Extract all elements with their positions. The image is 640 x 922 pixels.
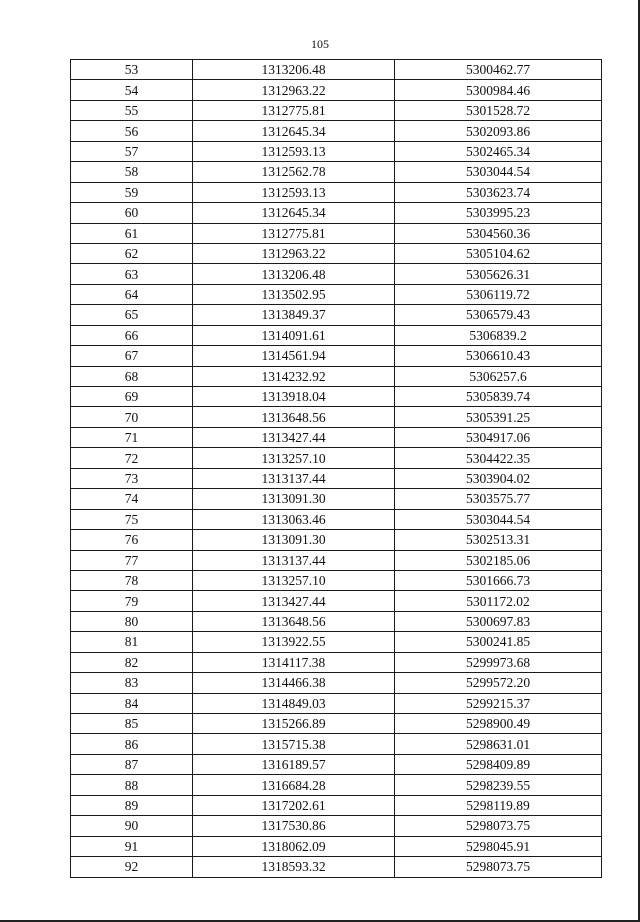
point-number-cell: 62 [71, 243, 193, 263]
table-row [71, 264, 602, 284]
point-number-cell: 92 [71, 857, 193, 877]
coordinates-table [70, 59, 602, 878]
table-row [71, 243, 602, 263]
x-coordinate-cell: 1313648.56 [193, 407, 395, 427]
table-row [71, 468, 602, 488]
x-coordinate-cell: 1313137.44 [193, 550, 395, 570]
y-coordinate-cell: 5306257.6 [395, 366, 602, 386]
y-coordinate-cell: 5305626.31 [395, 264, 602, 284]
y-coordinate-cell: 5299973.68 [395, 652, 602, 672]
table-row [71, 857, 602, 877]
table-row [71, 121, 602, 141]
point-number-cell: 55 [71, 100, 193, 120]
point-number-cell: 67 [71, 346, 193, 366]
table-row [71, 223, 602, 243]
y-coordinate-cell: 5298119.89 [395, 795, 602, 815]
x-coordinate-cell: 1313502.95 [193, 284, 395, 304]
x-coordinate-cell: 1313648.56 [193, 611, 395, 631]
point-number-cell: 78 [71, 570, 193, 590]
y-coordinate-cell: 5301172.02 [395, 591, 602, 611]
table-row [71, 816, 602, 836]
table-row [71, 693, 602, 713]
y-coordinate-cell: 5298900.49 [395, 714, 602, 734]
point-number-cell: 84 [71, 693, 193, 713]
table-row [71, 754, 602, 774]
y-coordinate-cell: 5301666.73 [395, 570, 602, 590]
coordinates-table-body [71, 60, 602, 878]
x-coordinate-cell: 1312775.81 [193, 223, 395, 243]
table-row [71, 632, 602, 652]
x-coordinate-cell: 1313063.46 [193, 509, 395, 529]
table-row [71, 591, 602, 611]
y-coordinate-cell: 5303044.54 [395, 509, 602, 529]
x-coordinate-cell: 1314091.61 [193, 325, 395, 345]
y-coordinate-cell: 5305839.74 [395, 387, 602, 407]
point-number-cell: 53 [71, 60, 193, 80]
table-row [71, 836, 602, 856]
point-number-cell: 69 [71, 387, 193, 407]
point-number-cell: 82 [71, 652, 193, 672]
table-row [71, 530, 602, 550]
x-coordinate-cell: 1313206.48 [193, 264, 395, 284]
y-coordinate-cell: 5302185.06 [395, 550, 602, 570]
point-number-cell: 88 [71, 775, 193, 795]
point-number-cell: 83 [71, 673, 193, 693]
x-coordinate-cell: 1316684.28 [193, 775, 395, 795]
table-row [71, 80, 602, 100]
x-coordinate-cell: 1314117.38 [193, 652, 395, 672]
y-coordinate-cell: 5304422.35 [395, 448, 602, 468]
y-coordinate-cell: 5298409.89 [395, 754, 602, 774]
y-coordinate-cell: 5303904.02 [395, 468, 602, 488]
x-coordinate-cell: 1312593.13 [193, 141, 395, 161]
point-number-cell: 61 [71, 223, 193, 243]
point-number-cell: 80 [71, 611, 193, 631]
point-number-cell: 74 [71, 489, 193, 509]
x-coordinate-cell: 1313257.10 [193, 570, 395, 590]
table-row [71, 427, 602, 447]
y-coordinate-cell: 5300984.46 [395, 80, 602, 100]
y-coordinate-cell: 5306839.2 [395, 325, 602, 345]
point-number-cell: 54 [71, 80, 193, 100]
x-coordinate-cell: 1316189.57 [193, 754, 395, 774]
point-number-cell: 79 [71, 591, 193, 611]
point-number-cell: 77 [71, 550, 193, 570]
y-coordinate-cell: 5298073.75 [395, 857, 602, 877]
x-coordinate-cell: 1313918.04 [193, 387, 395, 407]
point-number-cell: 65 [71, 305, 193, 325]
x-coordinate-cell: 1313922.55 [193, 632, 395, 652]
x-coordinate-cell: 1318593.32 [193, 857, 395, 877]
x-coordinate-cell: 1312963.22 [193, 243, 395, 263]
y-coordinate-cell: 5305104.62 [395, 243, 602, 263]
point-number-cell: 57 [71, 141, 193, 161]
table-row [71, 284, 602, 304]
y-coordinate-cell: 5300697.83 [395, 611, 602, 631]
table-row [71, 346, 602, 366]
point-number-cell: 60 [71, 203, 193, 223]
y-coordinate-cell: 5298045.91 [395, 836, 602, 856]
table-row [71, 60, 602, 80]
x-coordinate-cell: 1313427.44 [193, 427, 395, 447]
y-coordinate-cell: 5298073.75 [395, 816, 602, 836]
point-number-cell: 90 [71, 816, 193, 836]
table-row [71, 203, 602, 223]
point-number-cell: 86 [71, 734, 193, 754]
table-row [71, 100, 602, 120]
table-row [71, 570, 602, 590]
x-coordinate-cell: 1313206.48 [193, 60, 395, 80]
x-coordinate-cell: 1315715.38 [193, 734, 395, 754]
point-number-cell: 68 [71, 366, 193, 386]
y-coordinate-cell: 5305391.25 [395, 407, 602, 427]
x-coordinate-cell: 1313257.10 [193, 448, 395, 468]
table-row [71, 489, 602, 509]
x-coordinate-cell: 1314466.38 [193, 673, 395, 693]
y-coordinate-cell: 5302513.31 [395, 530, 602, 550]
table-row [71, 714, 602, 734]
point-number-cell: 56 [71, 121, 193, 141]
table-row [71, 775, 602, 795]
x-coordinate-cell: 1313091.30 [193, 489, 395, 509]
y-coordinate-cell: 5303623.74 [395, 182, 602, 202]
y-coordinate-cell: 5302093.86 [395, 121, 602, 141]
point-number-cell: 91 [71, 836, 193, 856]
table-row [71, 448, 602, 468]
table-row [71, 652, 602, 672]
x-coordinate-cell: 1312593.13 [193, 182, 395, 202]
point-number-cell: 72 [71, 448, 193, 468]
y-coordinate-cell: 5301528.72 [395, 100, 602, 120]
table-row [71, 325, 602, 345]
y-coordinate-cell: 5304560.36 [395, 223, 602, 243]
x-coordinate-cell: 1318062.09 [193, 836, 395, 856]
x-coordinate-cell: 1314561.94 [193, 346, 395, 366]
table-row [71, 795, 602, 815]
x-coordinate-cell: 1312645.34 [193, 203, 395, 223]
point-number-cell: 85 [71, 714, 193, 734]
point-number-cell: 71 [71, 427, 193, 447]
y-coordinate-cell: 5298239.55 [395, 775, 602, 795]
y-coordinate-cell: 5299572.20 [395, 673, 602, 693]
y-coordinate-cell: 5306579.43 [395, 305, 602, 325]
point-number-cell: 87 [71, 754, 193, 774]
table-row [71, 366, 602, 386]
table-row [71, 734, 602, 754]
y-coordinate-cell: 5303044.54 [395, 162, 602, 182]
point-number-cell: 58 [71, 162, 193, 182]
x-coordinate-cell: 1315266.89 [193, 714, 395, 734]
point-number-cell: 76 [71, 530, 193, 550]
point-number-cell: 81 [71, 632, 193, 652]
x-coordinate-cell: 1314232.92 [193, 366, 395, 386]
y-coordinate-cell: 5300462.77 [395, 60, 602, 80]
point-number-cell: 75 [71, 509, 193, 529]
table-row [71, 141, 602, 161]
table-row [71, 611, 602, 631]
point-number-cell: 89 [71, 795, 193, 815]
table-row [71, 182, 602, 202]
x-coordinate-cell: 1313137.44 [193, 468, 395, 488]
y-coordinate-cell: 5303995.23 [395, 203, 602, 223]
y-coordinate-cell: 5306119.72 [395, 284, 602, 304]
y-coordinate-cell: 5299215.37 [395, 693, 602, 713]
y-coordinate-cell: 5304917.06 [395, 427, 602, 447]
x-coordinate-cell: 1314849.03 [193, 693, 395, 713]
table-row [71, 162, 602, 182]
point-number-cell: 63 [71, 264, 193, 284]
table-row [71, 550, 602, 570]
y-coordinate-cell: 5300241.85 [395, 632, 602, 652]
table-row [71, 673, 602, 693]
table-row [71, 305, 602, 325]
page-number: 105 [311, 37, 329, 51]
point-number-cell: 70 [71, 407, 193, 427]
y-coordinate-cell: 5303575.77 [395, 489, 602, 509]
x-coordinate-cell: 1313849.37 [193, 305, 395, 325]
y-coordinate-cell: 5298631.01 [395, 734, 602, 754]
table-row [71, 509, 602, 529]
y-coordinate-cell: 5306610.43 [395, 346, 602, 366]
table-row [71, 407, 602, 427]
point-number-cell: 64 [71, 284, 193, 304]
x-coordinate-cell: 1313427.44 [193, 591, 395, 611]
x-coordinate-cell: 1312775.81 [193, 100, 395, 120]
point-number-cell: 66 [71, 325, 193, 345]
x-coordinate-cell: 1312645.34 [193, 121, 395, 141]
point-number-cell: 73 [71, 468, 193, 488]
y-coordinate-cell: 5302465.34 [395, 141, 602, 161]
x-coordinate-cell: 1317202.61 [193, 795, 395, 815]
x-coordinate-cell: 1313091.30 [193, 530, 395, 550]
point-number-cell: 59 [71, 182, 193, 202]
x-coordinate-cell: 1317530.86 [193, 816, 395, 836]
table-row [71, 387, 602, 407]
x-coordinate-cell: 1312562.78 [193, 162, 395, 182]
x-coordinate-cell: 1312963.22 [193, 80, 395, 100]
